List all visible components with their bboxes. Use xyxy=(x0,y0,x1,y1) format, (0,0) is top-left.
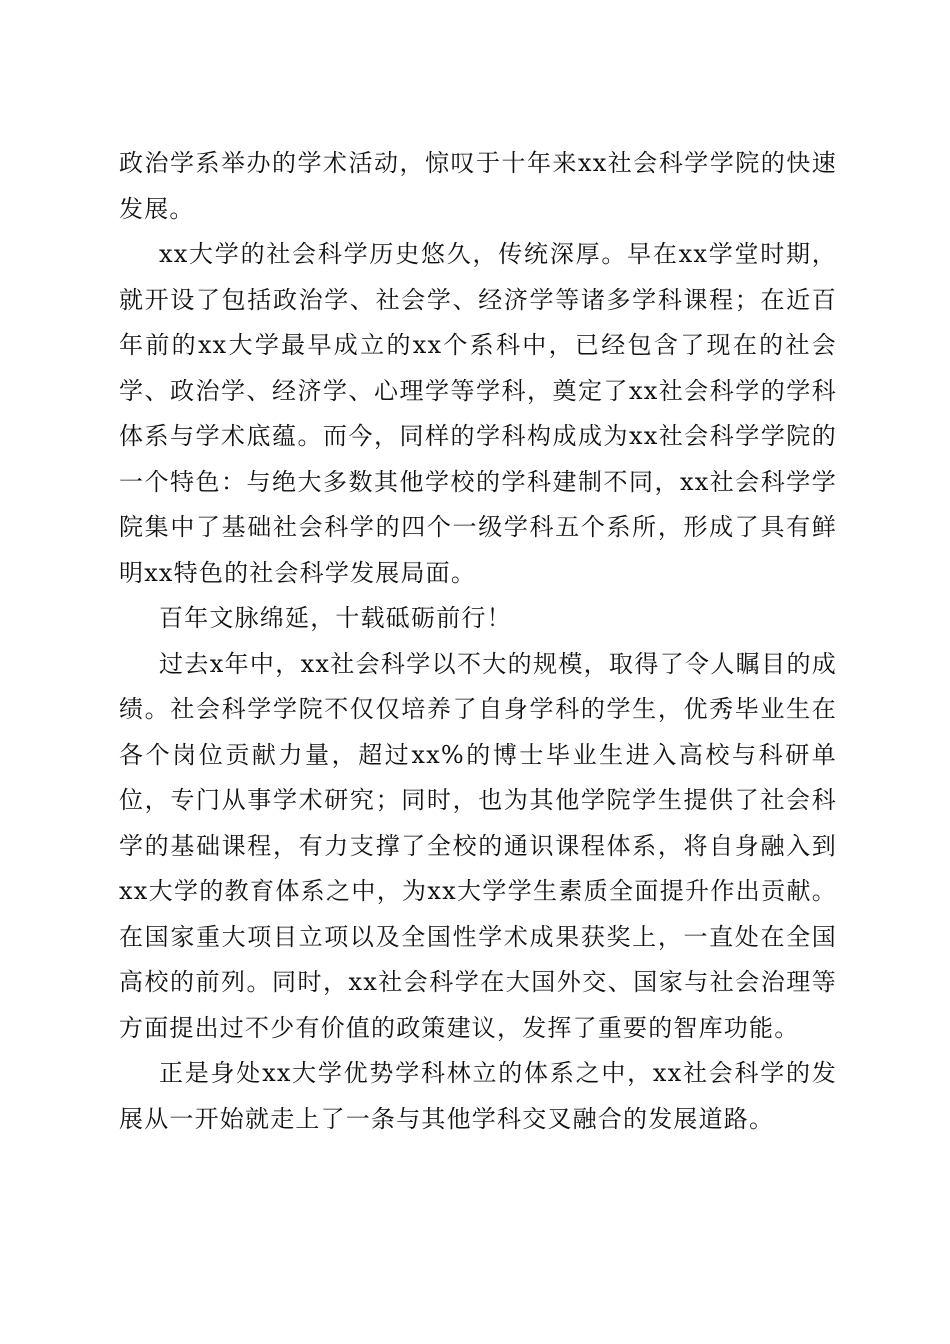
paragraph-slogan: 百年文脉绵延，十载砥砺前行！ xyxy=(159,604,512,632)
paragraph-continuation: 政治学系举办的学术活动，惊叹于十年来xx社会科学学院的快速发展。 xyxy=(119,149,837,223)
paragraph-achievements: 过去x年中，xx社会科学以不大的规模，取得了令人瞩目的成绩。社会科学学院不仅仅培养了自身学科的学生，优秀毕业生在各个岗位贡献力量，超过xx%的博士毕业生进入高校与科研单位，专门从事学术研究；同时，也为其他学院学生提供了社会科学的基础课程，有力支撑了全校的通识课程体系，将自身融入到xx大学的教育体系之中，为xx大学学生素质全面提升作出贡献。在国家重大项目立项以及全国性学术成果获奖上，一直处在全国高校的前列。同时，xx社会科学在大国外交、国家与社会治理等方面提出过不少有价值的政策建议，发挥了重要的智库功能。 xyxy=(119,649,837,1042)
paragraph-interdisciplinary: 正是身处xx大学优势学科林立的体系之中，xx社会科学的发展从一开始就走上了一条与其他学科交叉融合的发展道路。 xyxy=(119,1059,837,1133)
paragraph-history: xx大学的社会科学历史悠久，传统深厚。早在xx学堂时期，就开设了包括政治学、社会学、经济学等诸多学科课程；在近百年前的xx大学最早成立的xx个系科中，已经包含了现在的社会学、政治学、经济学、心理学等学科，奠定了xx社会科学的学科体系与学术底蕴。而今，同样的学科构成成为xx社会科学学院的一个特色：与绝大多数其他学校的学科建制不同，xx社会科学学院集中了基础社会科学的四个一级学科五个系所，形成了具有鲜明xx特色的社会科学发展局面。 xyxy=(119,240,837,587)
document-body xyxy=(119,141,837,1142)
